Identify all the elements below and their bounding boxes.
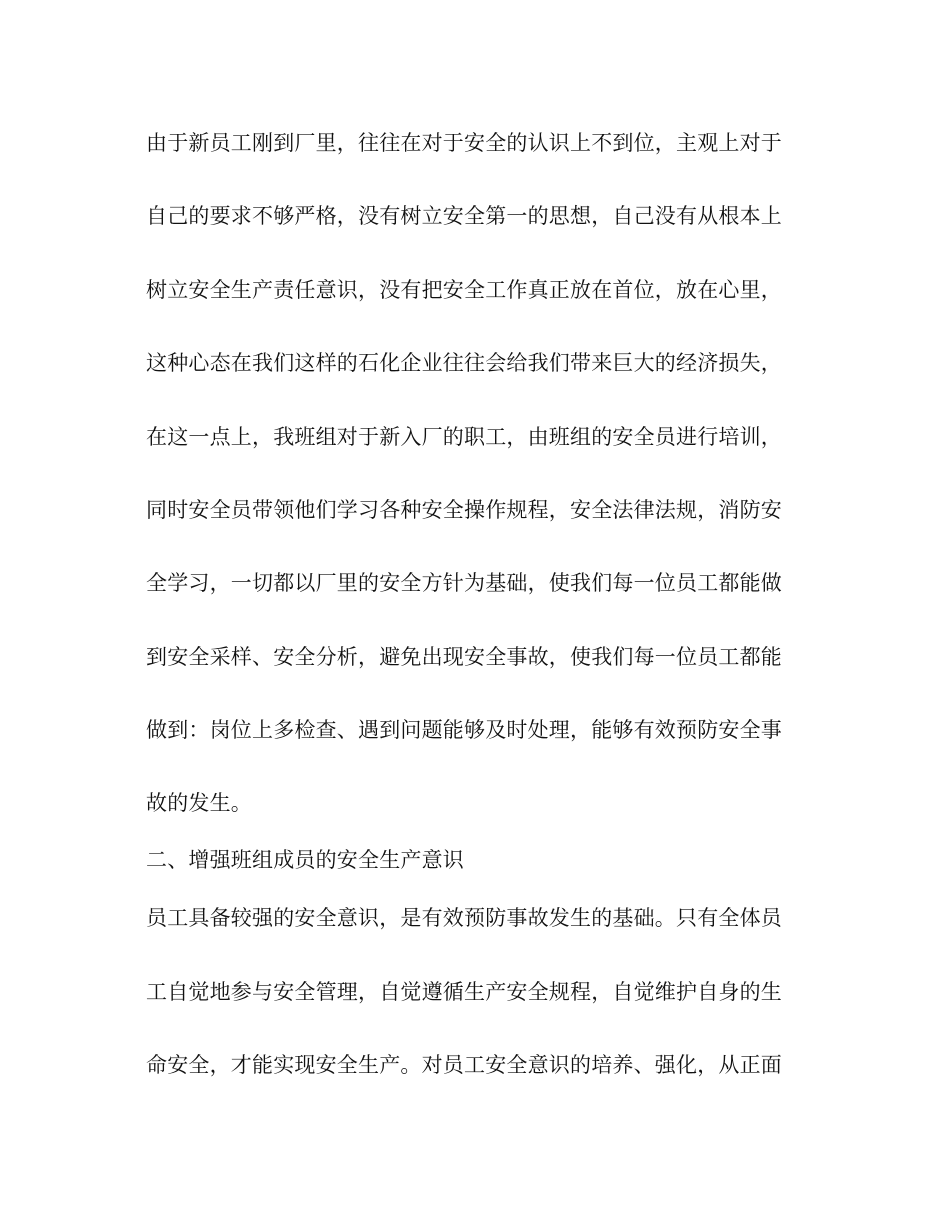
paragraph-1-line-8: 到安全采样、安全分析，避免出现安全事故，使我们每一位员工都能 [146, 645, 782, 669]
paragraph-1-line-2: 自己的要求不够严格，没有树立安全第一的思想，自己没有从根本上 [146, 204, 782, 228]
paragraph-1-line-1: 由于新员工刚到厂里，往往在对于安全的认识上不到位，主观上对于 [146, 131, 782, 155]
paragraph-2-line-3: 命安全，才能实现安全生产。对员工安全意识的培养、强化，从正面 [146, 1053, 782, 1077]
paragraph-1-line-5: 在这一点上，我班组对于新入厂的职工，由班组的安全员进行培训， [146, 425, 782, 449]
section-heading: 二、增强班组成员的安全生产意识 [146, 848, 464, 872]
paragraph-1-line-3: 树立安全生产责任意识，没有把安全工作真正放在首位，放在心里， [146, 278, 782, 302]
paragraph-2-line-2: 工自觉地参与安全管理，自觉遵循生产安全规程，自觉维护自身的生 [146, 980, 782, 1004]
paragraph-1-line-4: 这种心态在我们这样的石化企业往往会给我们带来巨大的经济损失， [146, 351, 782, 375]
paragraph-2-line-1: 员工具备较强的安全意识，是有效预防事故发生的基础。只有全体员 [146, 906, 782, 930]
paragraph-1-line-6: 同时安全员带领他们学习各种安全操作规程，安全法律法规，消防安 [146, 498, 782, 522]
paragraph-1-line-7: 全学习，一切都以厂里的安全方针为基础，使我们每一位员工都能做 [146, 571, 782, 595]
paragraph-1-line-10: 故的发生。 [146, 791, 252, 815]
paragraph-1-line-9: 做到：岗位上多检查、遇到问题能够及时处理，能够有效预防安全事 [146, 718, 782, 742]
